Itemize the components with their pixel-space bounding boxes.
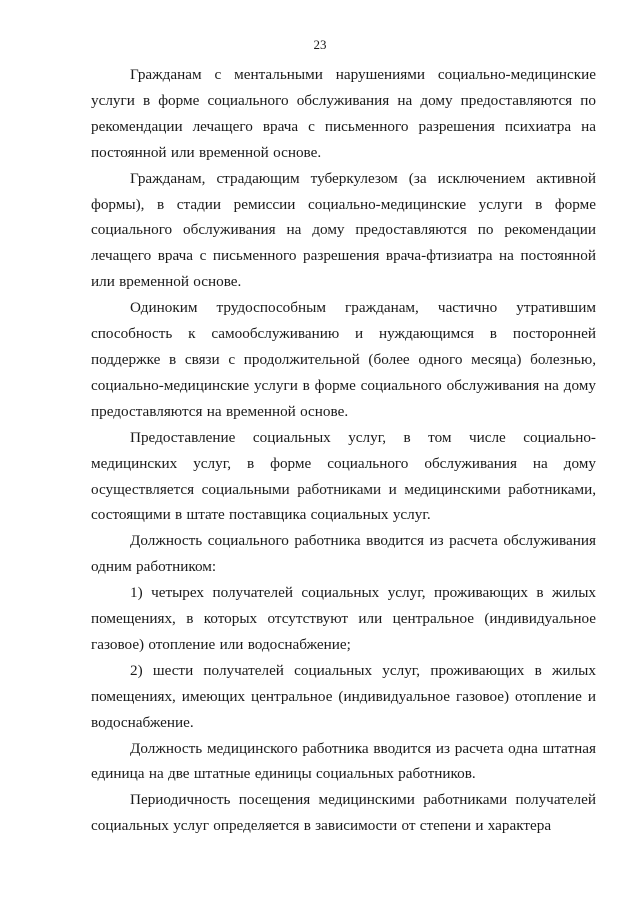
paragraph-medical-worker-position: Должность медицинского работника вводится из расчета одна штатная единица на две штатные единицы социальных работников.	[91, 739, 596, 783]
list-item-1: 1) четырех получателей социальных услуг, проживающих в жилых помещениях, в которых отсутствуют или центральное (индивидуальное газовое) отопление или водоснабжение;	[91, 584, 596, 653]
paragraph-single-citizens: Одиноким трудоспособным гражданам, частично утратившим способность к самообслуживанию и нуждающимся в посторонней поддержке в связи с продолжительной (более одного месяца) болезнью, социально-медицинские услуги в форме социального обслуживания на дому предоставляются на временной основе.	[91, 299, 596, 420]
paragraph-service-provision: Предоставление социальных услуг, в том числе социально-медицинских услуг, в форме социального обслуживания на дому осуществляется социальными работниками и медицинскими работниками, состоящими в штате поставщика социальных услуг.	[91, 428, 596, 524]
body-text	[91, 62, 596, 839]
list-item-2: 2) шести получателей социальных услуг, проживающих в жилых помещениях, имеющих центральное (индивидуальное газовое) отопление и водоснабжение.	[91, 661, 596, 731]
paragraph-tuberculosis: Гражданам, страдающим туберкулезом (за исключением активной формы), в стадии ремиссии социально-медицинские услуги в форме социального обслуживания на дому предоставляются по рекомендации лечащего врача с письменного разрешения врача-фтизиатра на постоянной или временной основе.	[91, 169, 596, 291]
paragraph-social-worker-position: Должность социального работника вводится из расчета обслуживания одним работником:	[91, 532, 596, 576]
page-number: 23	[313, 37, 327, 52]
paragraph-visit-frequency: Периодичность посещения медицинскими работниками получателей социальных услуг определяется в зависимости от степени и характера	[91, 791, 596, 835]
paragraph-mental-disorders: Гражданам с ментальными нарушениями социально-медицинские услуги в форме социального обслуживания на дому предоставляются по рекомендации лечащего врача с письменного разрешения психиатра на постоянной или временной основе.	[91, 66, 596, 161]
